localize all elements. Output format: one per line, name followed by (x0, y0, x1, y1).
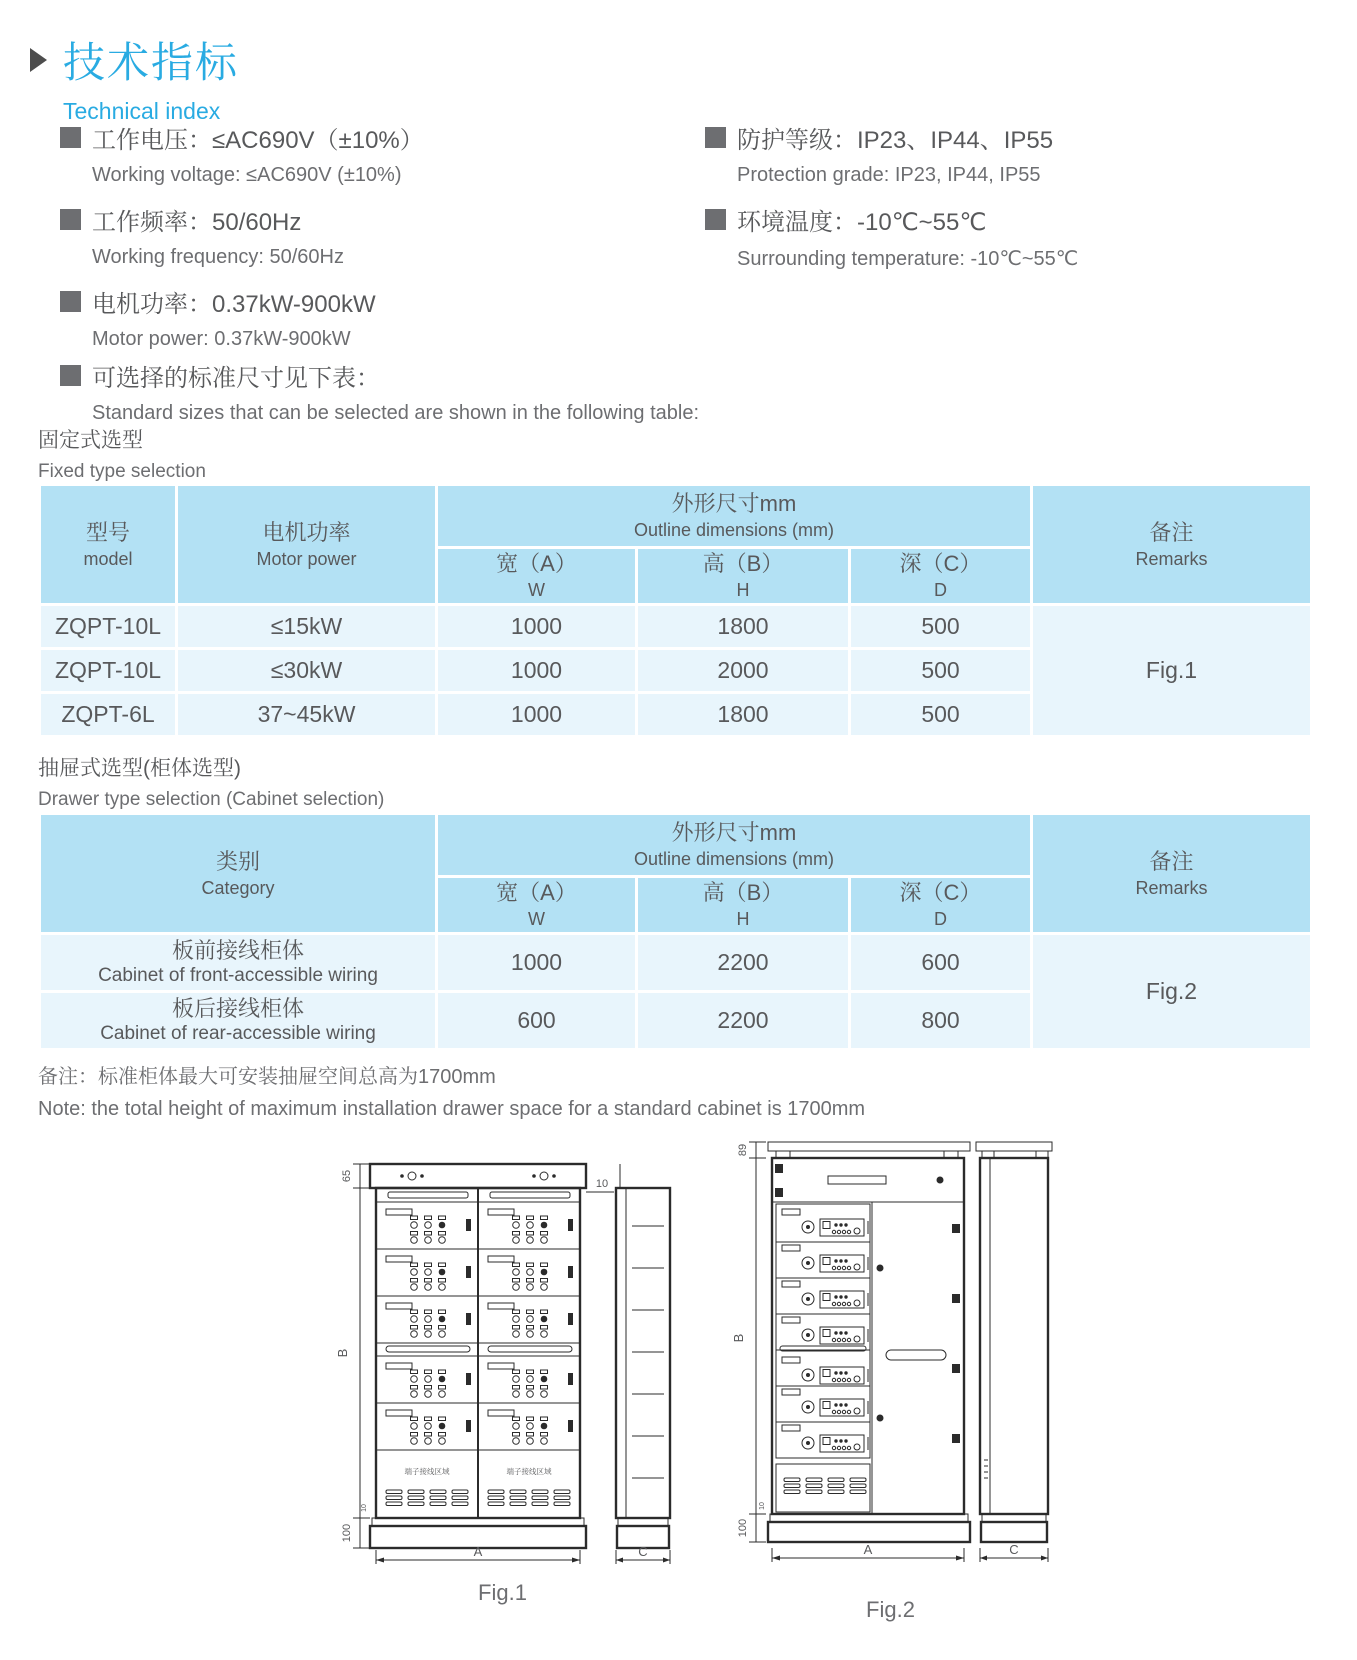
cell-depth: 600 (850, 934, 1032, 992)
fig1-dim-width-label: A (473, 1544, 483, 1559)
page-subtitle: Technical index (63, 98, 221, 124)
cell-category (40, 992, 437, 1050)
cell-height: 2000 (637, 649, 850, 693)
section-arrow-icon (30, 48, 47, 72)
col-header-height (637, 877, 850, 934)
header-zh: 类别 (215, 848, 260, 874)
category-zh: 板后接线柜体 (171, 995, 304, 1021)
cell-power: 37~45kW (177, 693, 437, 737)
header-en: W (528, 909, 545, 930)
bullet-square-icon (60, 291, 81, 312)
page-header (30, 30, 239, 125)
page-title: 技术指标 (63, 39, 240, 86)
cell-depth: 500 (850, 605, 1032, 649)
col-header-width (437, 548, 637, 605)
fig2-cabinet-drawing (718, 1128, 1063, 1588)
drawer-section-title (38, 752, 384, 811)
header-en: model (83, 548, 133, 569)
spec-zh: 工作电压：≤AC690V（±10%） (92, 127, 424, 154)
cell-width: 600 (437, 992, 637, 1050)
fig1-caption: Fig.1 (478, 1580, 527, 1605)
cell-depth: 800 (850, 992, 1032, 1050)
fig2-dim-width-label: A (863, 1542, 873, 1557)
table-row (40, 605, 1312, 649)
cell-height: 2200 (637, 992, 850, 1050)
col-header-depth (850, 877, 1032, 934)
section-title-en: Fixed type selection (38, 461, 206, 482)
header-en: Outline dimensions (mm) (633, 520, 835, 541)
header-zh: 宽（A） (496, 551, 577, 577)
header-en: H (736, 909, 750, 930)
header-en: H (736, 580, 750, 601)
spec-en: Protection grade: IP23, IP44, IP55 (737, 164, 1041, 186)
header-en: Outline dimensions (mm) (633, 849, 835, 870)
spec-item-voltage (60, 120, 680, 187)
fig2-dim-height-label: B (731, 1333, 746, 1343)
col-header-outline (437, 814, 1032, 877)
spec-zh: 电机功率：0.37kW-900kW (92, 291, 376, 318)
cell-category (40, 934, 437, 992)
table-row (40, 934, 1312, 992)
fig1-dim-height-label: B (335, 1348, 350, 1358)
spec-en: Surrounding temperature: -10℃~55℃ (737, 248, 1079, 270)
cell-model: ZQPT-6L (40, 693, 177, 737)
spec-zh: 防护等级：IP23、IP44、IP55 (737, 127, 1054, 154)
col-header-remarks (1032, 485, 1312, 605)
section-title-zh: 抽屉式选型(柜体选型) (38, 757, 241, 780)
col-header-depth (850, 548, 1032, 605)
spec-en: Standard sizes that can be selected are shown in the following table: (92, 402, 700, 424)
fig1-dim-small-label: 10 (361, 1504, 368, 1512)
header-en: W (528, 580, 545, 601)
header-en: Motor power (256, 548, 357, 569)
spec-zh: 工作频率：50/60Hz (92, 209, 302, 236)
fig2-dim-depth-label: C (1009, 1542, 1019, 1557)
cell-depth: 500 (850, 693, 1032, 737)
cell-model: ZQPT-10L (40, 649, 177, 693)
header-zh: 备注 (1149, 519, 1194, 545)
spec-col-right (705, 120, 1325, 286)
spec-en: Motor power: 0.37kW-900kW (92, 328, 351, 350)
header-zh: 深（C） (899, 551, 982, 577)
fig2-dim-small-label: 10 (759, 1502, 766, 1510)
spec-en: Working voltage: ≤AC690V (±10%) (92, 164, 402, 186)
cell-model: ZQPT-10L (40, 605, 177, 649)
note-en: Note: the total height of maximum installation drawer space for a standard cabinet is 1700mm (38, 1098, 866, 1120)
bullet-square-icon (705, 127, 726, 148)
header-zh: 备注 (1149, 848, 1194, 874)
bullet-square-icon (60, 209, 81, 230)
spec-item-motor-power (60, 284, 680, 351)
fig1-terminal-label: 端子接线区域 (506, 1467, 552, 1476)
header-zh: 外形尺寸mm (671, 820, 797, 846)
bullet-square-icon (60, 127, 81, 148)
figure-2 (718, 1128, 1063, 1623)
header-en: D (934, 580, 947, 601)
header-zh: 高（B） (702, 880, 784, 906)
figure-1 (330, 1146, 675, 1606)
fixed-section-title (38, 424, 206, 483)
header-zh: 型号 (85, 519, 130, 545)
spec-item-frequency (60, 202, 680, 269)
cell-width: 1000 (437, 693, 637, 737)
cell-power: ≤15kW (177, 605, 437, 649)
cell-width: 1000 (437, 934, 637, 992)
header-zh: 宽（A） (496, 880, 577, 906)
header-zh: 深（C） (899, 880, 982, 906)
col-header-outline (437, 485, 1032, 548)
col-header-category (40, 814, 437, 934)
cell-width: 1000 (437, 605, 637, 649)
section-title-zh: 固定式选型 (38, 429, 143, 452)
header-en: Remarks (1135, 877, 1208, 898)
col-header-model (40, 485, 177, 605)
note-zh: 备注：标准柜体最大可安装抽屉空间总高为1700mm (38, 1066, 496, 1088)
spec-item-protection (705, 120, 1325, 187)
category-en: Cabinet of rear-accessible wiring (100, 1023, 376, 1045)
cell-depth: 500 (850, 649, 1032, 693)
cell-remark: Fig.2 (1032, 934, 1312, 1050)
header-en: D (934, 909, 947, 930)
spec-col-left (60, 120, 680, 366)
fig1-dim-gap-label: 10 (595, 1178, 609, 1190)
drawer-type-table (38, 812, 1313, 1051)
bullet-square-icon (60, 365, 81, 386)
fig2-dim-top-label: 89 (737, 1143, 749, 1157)
header-zh: 电机功率 (262, 519, 351, 545)
cell-width: 1000 (437, 649, 637, 693)
spec-en: Working frequency: 50/60Hz (92, 246, 344, 268)
header-en: Remarks (1135, 548, 1208, 569)
bullet-square-icon (705, 209, 726, 230)
category-en: Cabinet of front-accessible wiring (98, 965, 378, 987)
cell-remark: Fig.1 (1032, 605, 1312, 737)
col-header-remarks (1032, 814, 1312, 934)
fig2-dim-bottom-label: 100 (737, 1518, 749, 1538)
header-zh: 外形尺寸mm (671, 491, 797, 517)
fixed-type-table (38, 483, 1313, 738)
spec-zh: 环境温度：-10℃~55℃ (737, 209, 987, 236)
fig1-cabinet-drawing (330, 1146, 675, 1571)
spec-item-temperature (705, 202, 1325, 271)
table-note (38, 1060, 865, 1130)
col-header-motor-power (177, 485, 437, 605)
header-en: Category (201, 877, 275, 898)
fig1-terminal-label: 端子接线区域 (404, 1467, 450, 1476)
cell-height: 2200 (637, 934, 850, 992)
col-header-height (637, 548, 850, 605)
cell-power: ≤30kW (177, 649, 437, 693)
section-title-en: Drawer type selection (Cabinet selection) (38, 789, 385, 810)
header-zh: 高（B） (702, 551, 784, 577)
fig1-dim-bottom-label: 100 (341, 1523, 353, 1543)
fig1-dim-top-label: 65 (341, 1169, 353, 1183)
fig2-caption: Fig.2 (866, 1597, 915, 1622)
cell-height: 1800 (637, 693, 850, 737)
figures-area (0, 1128, 1357, 1660)
col-header-width (437, 877, 637, 934)
spec-zh: 可选择的标准尺寸见下表： (92, 365, 380, 392)
category-zh: 板前接线柜体 (171, 937, 304, 963)
fig1-dim-depth-label: C (638, 1544, 648, 1559)
cell-height: 1800 (637, 605, 850, 649)
